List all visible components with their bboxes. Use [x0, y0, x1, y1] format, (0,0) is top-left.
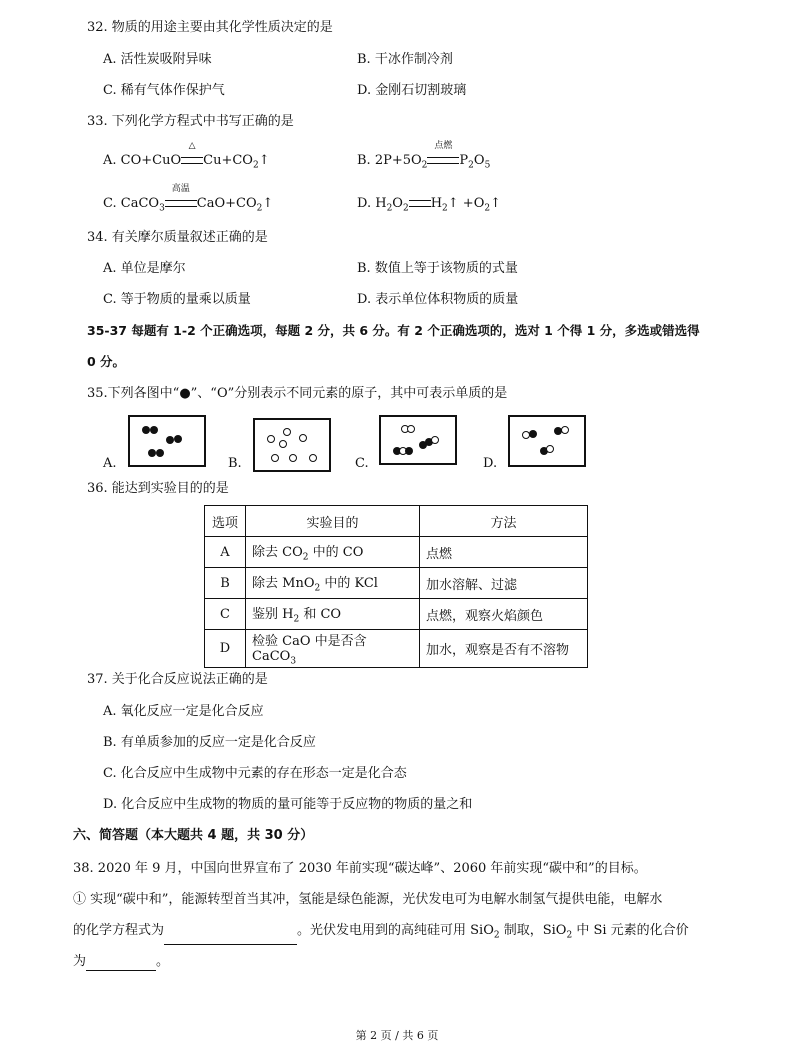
- q38-part1-end: 为 。: [73, 954, 170, 969]
- q34-option-b: B. 数值上等于该物质的式量: [357, 261, 518, 276]
- q32-option-d: D. 金刚石切割玻璃: [357, 83, 467, 98]
- table-row: [205, 568, 588, 599]
- scoring-instruction-cont: 0 分。: [87, 354, 126, 369]
- cell-option: A: [205, 537, 246, 568]
- q33-stem: 33. 下列化学方程式中书写正确的是: [87, 114, 294, 129]
- diagram-d: [508, 415, 586, 467]
- q34-option-a: A. 单位是摩尔: [103, 261, 186, 276]
- q38-part1: ① 实现“碳中和”，能源转型首当其冲，氢能是绿色能源，光伏发电可为电解水制氢气提供电能，电解水: [73, 892, 663, 907]
- q34-option-c: C. 等于物质的量乘以质量: [103, 292, 251, 307]
- cell-purpose: 除去 $CO_2$ 中的 CO: [246, 537, 420, 568]
- q33-option-a: A. CO+CuO △ $Cu+CO_2↑$: [103, 141, 270, 171]
- cell-purpose: 鉴别 $H_2$ 和 CO: [246, 599, 420, 630]
- q37-option-d: D. 化合反应中生成物的物质的量可能等于反应物的物质的量之和: [103, 797, 473, 812]
- section-heading: 六、简答题（本大题共 4 题，共 30 分）: [73, 828, 314, 843]
- col-header-method: 方法: [420, 506, 588, 537]
- reaction-condition: 点燃: [427, 152, 459, 170]
- cell-method: 加水溶解、过滤: [420, 568, 588, 599]
- q34-stem: 34. 有关摩尔质量叙述正确的是: [87, 230, 268, 245]
- cell-option: C: [205, 599, 246, 630]
- diagram-a: [128, 415, 206, 467]
- q32-option-c: C. 稀有气体作保护气: [103, 83, 225, 98]
- cell-purpose: 检验 CaO 中是否含 CaCO$_3$: [246, 630, 420, 668]
- table-row: [205, 537, 588, 568]
- answer-blank[interactable]: [86, 956, 156, 971]
- cell-method: 加水，观察是否有不溶物: [420, 630, 588, 668]
- q35-label-b: B.: [228, 456, 242, 471]
- table-header-row: [205, 506, 588, 537]
- q36-stem: 36. 能达到实验目的的是: [87, 481, 229, 496]
- reaction-condition: 高温: [165, 195, 197, 213]
- q37-stem: 37. 关于化合反应说法正确的是: [87, 672, 268, 687]
- cell-option: D: [205, 630, 246, 668]
- q33-option-b: B. $2P+5O_2$ 点燃 $P_2O_5$: [357, 141, 491, 171]
- q35-stem: 35.下列各图中“●”、“O”分别表示不同元素的原子，其中可表示单质的是: [87, 386, 508, 401]
- q35-label-d: D.: [483, 456, 498, 471]
- q38-stem: 38. 2020 年 9 月，中国向世界宣布了 2030 年前实现“碳达峰”、2060 年前实现“碳中和”的目标。: [73, 861, 647, 876]
- q34-option-d: D. 表示单位体积物质的质量: [357, 292, 519, 307]
- diagram-c: [379, 415, 457, 465]
- cell-method: 点燃: [420, 537, 588, 568]
- q33-option-d: D. $H_2O_2$ $H_2↑$ $+O_2↑$: [357, 196, 501, 214]
- page-footer: 第 2 页 / 共 6 页: [355, 1029, 439, 1042]
- col-header-option: 选项: [205, 506, 246, 537]
- scoring-instruction: 35-37 每题有 1-2 个正确选项，每题 2 分，共 6 分。有 2 个正确选项的，选对 1 个得 1 分，多选或错选得: [87, 323, 700, 338]
- answer-blank[interactable]: [164, 930, 297, 945]
- q32-option-a: A. 活性炭吸附异味: [103, 52, 212, 67]
- q33-option-c: C. CaCO$_3$ 高温 $CaO+CO_2↑$: [103, 184, 274, 214]
- reaction-condition: △: [181, 152, 203, 170]
- q32-stem: 32. 物质的用途主要由其化学性质决定的是: [87, 20, 333, 35]
- cell-method: 点燃，观察火焰颜色: [420, 599, 588, 630]
- q37-option-b: B. 有单质参加的反应一定是化合反应: [103, 735, 316, 750]
- q35-label-c: C.: [355, 456, 369, 471]
- q37-option-c: C. 化合反应中生成物中元素的存在形态一定是化合态: [103, 766, 407, 781]
- cell-purpose: 除去 MnO$_2$ 中的 KCl: [246, 568, 420, 599]
- q38-part1-cont: 的化学方程式为 。光伏发电用到的高纯硅可用 SiO$_2$ 制取，SiO$_2$ 中 Si 元素的化合价: [73, 922, 689, 945]
- col-header-purpose: 实验目的: [246, 506, 420, 537]
- experiment-table: [204, 505, 588, 668]
- diagram-b: [253, 418, 331, 472]
- table-row: [205, 630, 588, 668]
- q32-option-b: B. 干冰作制冷剂: [357, 52, 453, 67]
- q37-option-a: A. 氧化反应一定是化合反应: [103, 704, 264, 719]
- q35-label-a: A.: [103, 456, 117, 471]
- table-row: [205, 599, 588, 630]
- cell-option: B: [205, 568, 246, 599]
